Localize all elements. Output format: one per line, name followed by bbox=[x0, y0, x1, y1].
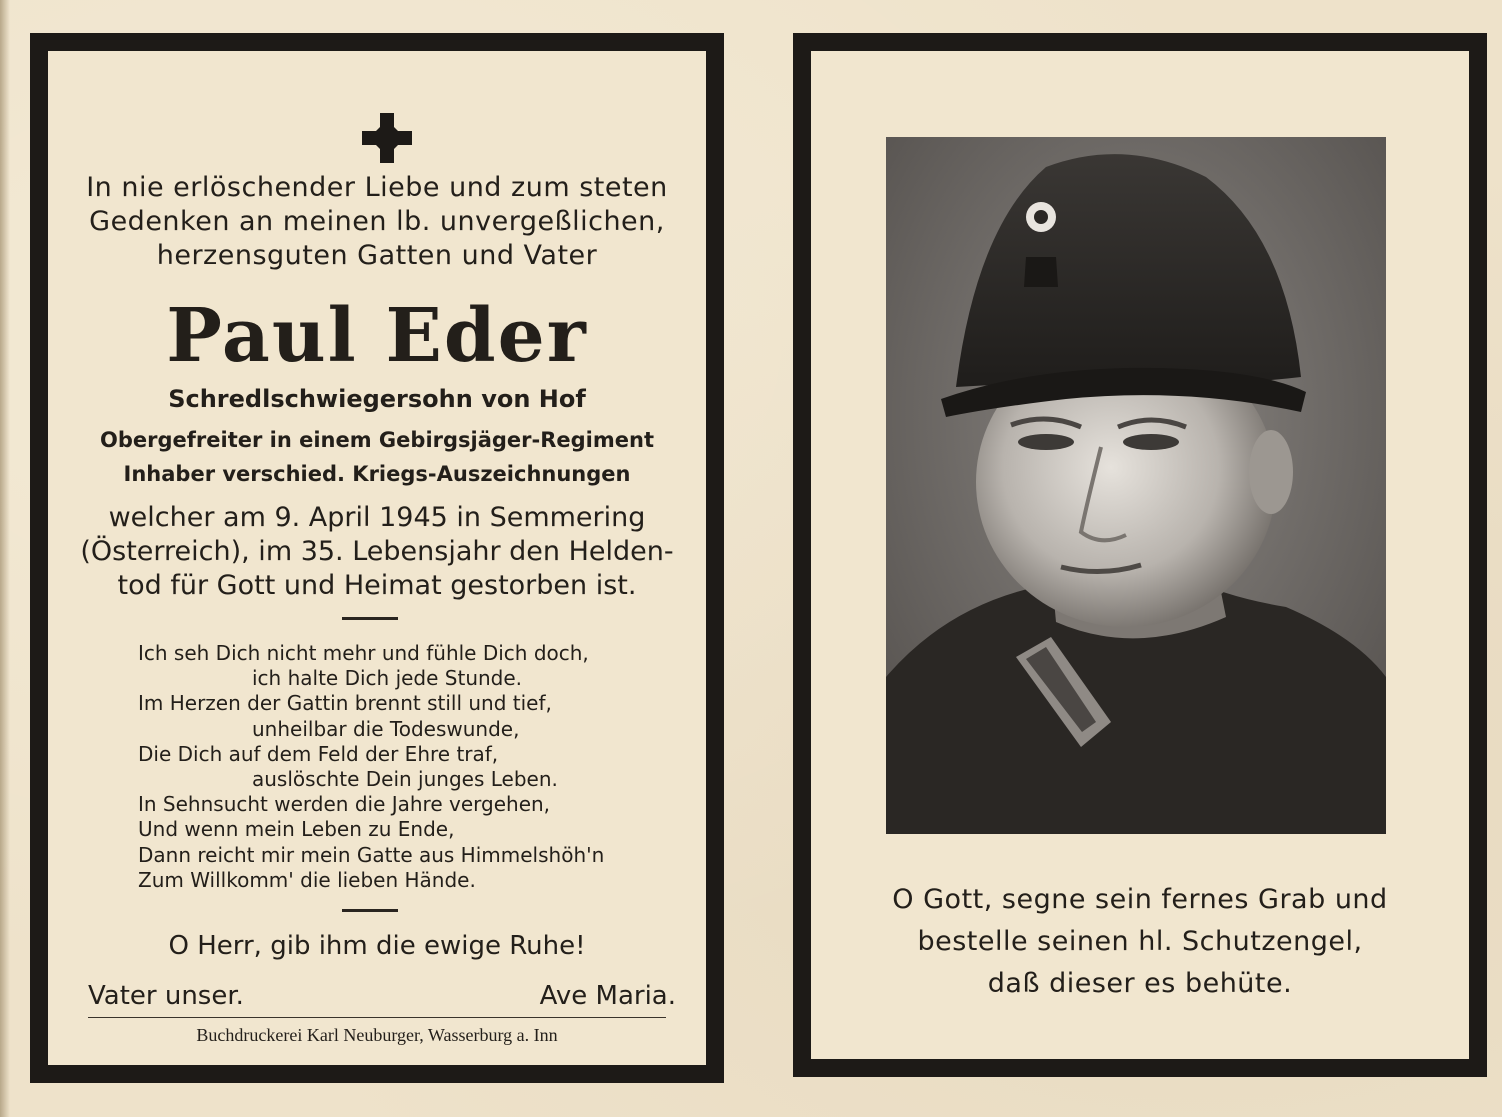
death-line: welcher am 9. April 1945 in Semmering bbox=[108, 502, 646, 533]
blessing-line: bestelle seinen hl. Schutzengel, bbox=[917, 926, 1363, 957]
blessing-line: daß dieser es behüte. bbox=[987, 968, 1293, 999]
poem-line: Ich seh Dich nicht mehr und fühle Dich doch, bbox=[138, 641, 589, 665]
closing-prayer-right: Ave Maria. bbox=[539, 981, 676, 1011]
poem-line: Die Dich auf dem Feld der Ehre traf, bbox=[138, 741, 499, 766]
dedication bbox=[68, 171, 686, 273]
printer-imprint: Buchdruckerei Karl Neuburger, Wasserburg a. Inn bbox=[196, 1025, 558, 1045]
closing-prayer-left: Vater unser. bbox=[88, 981, 244, 1011]
death-notice bbox=[68, 501, 686, 603]
rank-line: Inhaber verschied. Kriegs-Auszeichnungen bbox=[123, 462, 631, 486]
poem-line: ich halte Dich jede Stunde. bbox=[252, 666, 523, 691]
deceased-name: Paul Eder bbox=[166, 293, 588, 379]
poem-line: auslöschte Dein junges Leben. bbox=[252, 767, 558, 792]
blessing-text bbox=[831, 879, 1449, 1005]
memorial-photo-card bbox=[793, 33, 1487, 1077]
prayer-line: O Herr, gib ihm die ewige Ruhe! bbox=[168, 931, 586, 961]
dedication-line: In nie erlöschender Liebe und zum steten bbox=[86, 172, 668, 203]
dedication-line: herzensguten Gatten und Vater bbox=[156, 240, 598, 271]
military-rank bbox=[68, 423, 686, 491]
memorial-text-card bbox=[30, 33, 724, 1083]
poem-line: Und wenn mein Leben zu Ende, bbox=[138, 817, 455, 842]
death-line: (Österreich), im 35. Lebensjahr den Helden- bbox=[80, 536, 674, 567]
cross-icon bbox=[362, 113, 412, 163]
rank-line: Obergefreiter in einem Gebirgsjäger-Regiment bbox=[100, 428, 654, 452]
printer-rule bbox=[88, 1017, 666, 1018]
blessing-line: O Gott, segne sein fernes Grab und bbox=[892, 884, 1388, 915]
poem-line: unheilbar die Todeswunde, bbox=[252, 716, 520, 741]
memorial-poem bbox=[138, 641, 604, 893]
divider bbox=[342, 617, 398, 620]
soldier-portrait-image bbox=[886, 137, 1386, 834]
relation-line: Schredlschwiegersohn von Hof bbox=[168, 385, 586, 413]
death-line: tod für Gott und Heimat gestorben ist. bbox=[117, 570, 637, 601]
portrait-photo bbox=[886, 137, 1386, 834]
poem-line: Zum Willkomm' die lieben Hände. bbox=[138, 867, 476, 892]
divider bbox=[342, 909, 398, 912]
paper-edge bbox=[0, 0, 10, 1117]
poem-line: Dann reicht mir mein Gatte aus Himmelshöh'n bbox=[138, 842, 605, 867]
poem-line: In Sehnsucht werden die Jahre vergehen, bbox=[138, 792, 551, 817]
dedication-line: Gedenken an meinen lb. unvergeßlichen, bbox=[89, 206, 665, 237]
poem-line: Im Herzen der Gattin brennt still und tief, bbox=[138, 691, 552, 716]
